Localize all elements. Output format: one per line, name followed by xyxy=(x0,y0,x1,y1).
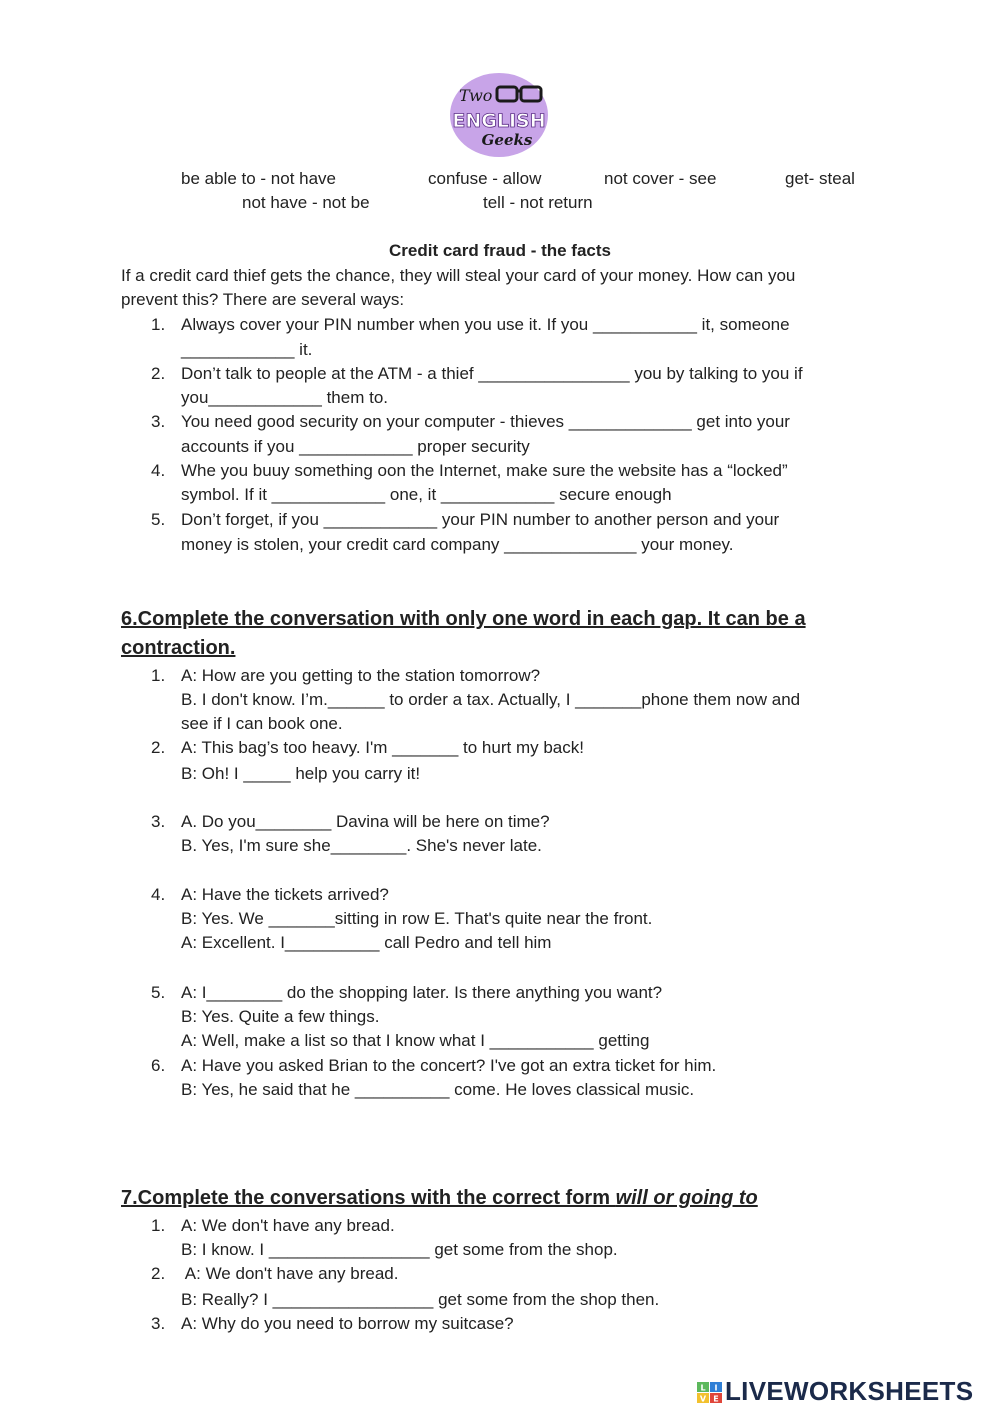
list-number: 5. xyxy=(151,510,166,529)
list-item-line: Don’t forget, if you ____________ your PIN number to another person and your xyxy=(181,510,780,529)
list-item-line: accounts if you ____________ proper security xyxy=(181,437,530,456)
section-6-heading-cont: contraction. xyxy=(121,637,236,659)
dialogue-line: A: We don't have any bread. xyxy=(181,1264,399,1283)
dialogue-line: A: This bag’s too heavy. I'm _______ to hurt my back! xyxy=(181,738,584,757)
cube-letter: I xyxy=(714,1383,718,1393)
list-number: 1. xyxy=(151,1216,166,1235)
section-title: Credit card fraud - the facts xyxy=(389,241,611,260)
dialogue-line: see if I can book one. xyxy=(181,714,343,733)
logo-geeks: Geeks xyxy=(481,131,533,149)
dialogue-line: A. Do you________ Davina will be here on time? xyxy=(181,812,550,831)
list-number: 1. xyxy=(151,315,166,334)
list-number: 4. xyxy=(151,885,166,904)
dialogue-line: B: Yes. Quite a few things. xyxy=(181,1007,380,1026)
section-7-heading-text: 7.Complete the conversations with the correct form xyxy=(121,1187,616,1209)
cube-letter: E xyxy=(713,1394,719,1404)
list-number: 6. xyxy=(151,1056,166,1075)
list-number: 2. xyxy=(151,738,166,757)
dialogue-line: B: Oh! I _____ help you carry it! xyxy=(181,764,421,783)
word-bank-item: be able to - not have xyxy=(181,169,337,188)
list-number: 3. xyxy=(151,412,166,431)
list-item-line: Whe you buuy something oon the Internet, make sure the website has a “locked” xyxy=(181,461,788,480)
list-item-line: ____________ it. xyxy=(181,340,313,359)
dialogue-line: B: I know. I _________________ get some from the shop. xyxy=(181,1240,618,1259)
list-number: 2. xyxy=(151,1264,166,1283)
two-english-geeks-logo xyxy=(449,69,551,157)
list-item-line: money is stolen, your credit card company ______________ your money. xyxy=(181,535,734,554)
list-item-line: You need good security on your computer - thieves _____________ get into your xyxy=(181,412,790,431)
list-number: 3. xyxy=(151,1314,166,1333)
dialogue-line: A: Have the tickets arrived? xyxy=(181,885,389,904)
dialogue-line: A: Why do you need to borrow my suitcase? xyxy=(181,1314,514,1333)
liveworksheets-brand xyxy=(697,1376,997,1408)
logo-two: Two xyxy=(459,86,493,105)
section-7-heading-emphasis: will or going to xyxy=(615,1187,758,1209)
dialogue-line: A: Excellent. I__________ call Pedro and tell him xyxy=(181,933,552,952)
dialogue-line: B. Yes, I'm sure she________. She's never late. xyxy=(181,836,542,855)
dialogue-line: A: Have you asked Brian to the concert? I've got an extra ticket for him. xyxy=(181,1056,717,1075)
dialogue-line: A: Well, make a list so that I know what I ___________ getting xyxy=(181,1031,650,1050)
dialogue-line: B: Yes. We _______sitting in row E. That's quite near the front. xyxy=(181,909,653,928)
section-7-heading xyxy=(121,1187,758,1210)
dialogue-line: A: We don't have any bread. xyxy=(181,1216,395,1235)
list-item-line: Don’t talk to people at the ATM - a thief ________________ you by talking to you if xyxy=(181,364,803,383)
list-number: 3. xyxy=(151,812,166,831)
word-bank-item: confuse - allow xyxy=(428,169,542,188)
word-bank-item: tell - not return xyxy=(483,193,593,212)
list-number: 5. xyxy=(151,983,166,1002)
cube-letter: V xyxy=(699,1394,707,1404)
intro-line: prevent this? There are several ways: xyxy=(121,290,405,309)
word-bank-item: get- steal xyxy=(785,169,855,188)
list-item-line: you____________ them to. xyxy=(181,388,389,407)
logo-english: ENGLISH xyxy=(452,110,546,132)
section-6-heading: 6.Complete the conversation with only one word in each gap. It can be a xyxy=(121,608,806,630)
intro-line: If a credit card thief gets the chance, they will steal your card of your money. How can you xyxy=(121,266,796,285)
liveworksheets-cube-icon xyxy=(697,1382,723,1404)
dialogue-line: A: How are you getting to the station tomorrow? xyxy=(181,666,541,685)
cube-letter: L xyxy=(700,1383,706,1393)
word-bank-item: not cover - see xyxy=(604,169,717,188)
list-item-line: symbol. If it ____________ one, it ____________ secure enough xyxy=(181,485,672,504)
dialogue-line: B: Yes, he said that he __________ come. He loves classical music. xyxy=(181,1080,695,1099)
list-item-line: Always cover your PIN number when you use it. If you ___________ it, someone xyxy=(181,315,790,334)
list-number: 4. xyxy=(151,461,166,480)
dialogue-line: B: Really? I _________________ get some from the shop then. xyxy=(181,1290,660,1309)
dialogue-line: B. I don't know. I’m.______ to order a tax. Actually, I _______phone them now and xyxy=(181,690,801,709)
dialogue-line: A: I________ do the shopping later. Is there anything you want? xyxy=(181,983,663,1002)
list-number: 1. xyxy=(151,666,166,685)
list-number: 2. xyxy=(151,364,166,383)
liveworksheets-wordmark: LIVEWORKSHEETS xyxy=(725,1376,974,1406)
word-bank-item: not have - not be xyxy=(242,193,370,212)
